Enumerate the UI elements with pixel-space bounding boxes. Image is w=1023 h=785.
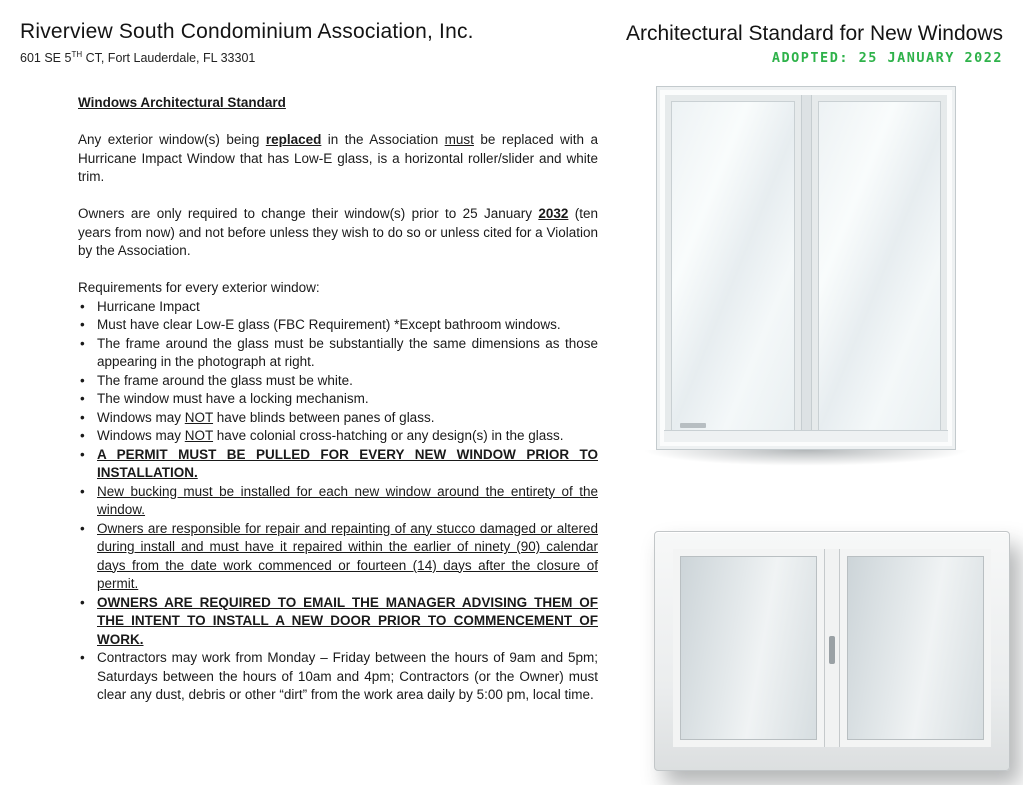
text-segment: NOT	[184, 409, 214, 425]
window-mullion	[801, 95, 812, 441]
section-heading: Windows Architectural Standard	[78, 95, 286, 110]
bullet-marker: •	[80, 317, 85, 332]
requirement-item	[78, 594, 598, 650]
text-segment: must	[444, 132, 474, 147]
text-segment: in the Association	[321, 132, 445, 147]
text-segment: Owners are responsible for repair and repainting of any stucco damaged or altered during install and must have it repaired within the earlier of ninety (90) calendar days from the date work commenced or fourteen (14) days after the closure of permit.	[97, 520, 598, 591]
bullet-marker: •	[80, 409, 85, 425]
bullet-marker: •	[80, 483, 85, 499]
window-glass-pane-right	[840, 549, 991, 747]
requirement-text	[97, 521, 598, 592]
requirement-item	[78, 298, 598, 317]
bullet-marker: •	[80, 446, 85, 462]
text-segment: Hurricane Impact	[97, 298, 200, 314]
requirement-text	[97, 410, 434, 425]
text-segment: Owners are only required to change their window(s) prior to 25 January	[78, 206, 539, 221]
window-drop-shadow	[642, 450, 970, 466]
window-frame	[654, 531, 1010, 771]
requirement-item	[78, 520, 598, 594]
address-ordinal: TH	[71, 50, 83, 59]
window-sill	[664, 430, 948, 442]
address-post: CT, Fort Lauderdale, FL 33301	[82, 51, 256, 66]
text-segment: 2032	[538, 206, 569, 221]
requirement-text	[97, 391, 369, 406]
paragraph-deadline-rule	[78, 205, 598, 261]
text-segment: Must have clear Low-E glass (FBC Requirement) *Except bathroom windows.	[97, 317, 561, 332]
requirement-text	[97, 484, 598, 518]
requirement-item	[78, 409, 598, 428]
paragraph-replacement-rule	[78, 131, 598, 187]
requirement-item	[78, 372, 598, 391]
requirement-text	[97, 447, 598, 481]
bullet-marker: •	[80, 298, 85, 314]
bottom-window-photo	[654, 531, 1010, 771]
text-segment: OWNERS ARE REQUIRED TO EMAIL THE MANAGER ADVISING THEM OF THE INTENT TO INSTALL A NEW DOOR PRIOR TO COMMENCEMENT OF WORK.	[97, 594, 598, 647]
window-glass-pane-left	[673, 549, 824, 747]
body-text-column	[78, 94, 598, 705]
text-segment: New bucking must be installed for each new window around the entirety of the window.	[97, 483, 598, 517]
window-center-rail	[824, 549, 840, 747]
text-segment: have blinds between panes of glass.	[213, 409, 435, 425]
text-segment: (ten years from now) and not before unless they wish to do so or unless cited for a Violation by the Association.	[78, 206, 598, 258]
requirement-text	[97, 373, 353, 388]
bullet-marker: •	[80, 372, 85, 388]
bullet-marker: •	[80, 335, 85, 351]
adopted-date: ADOPTED: 25 JANUARY 2022	[771, 50, 1003, 66]
window-glass-pane-right	[812, 95, 948, 441]
bullet-marker: •	[80, 428, 85, 443]
bullet-marker: •	[80, 391, 85, 406]
text-segment: Windows may	[97, 428, 185, 443]
requirement-text	[97, 336, 598, 370]
requirement-item	[78, 316, 598, 335]
text-segment: NOT	[184, 428, 214, 443]
requirement-text	[97, 428, 563, 443]
requirement-item	[78, 427, 598, 446]
text-segment: The window must have a locking mechanism.	[97, 391, 369, 406]
bullet-marker: •	[80, 520, 85, 536]
text-segment: The frame around the glass must be white.	[97, 372, 353, 388]
requirement-item	[78, 649, 598, 705]
text-segment: Contractors may work from Monday – Friday between the hours of 9am and 5pm; Saturdays between the hours of 10am and 4pm; Contractors (or the Owner) must clear any dust, debris or other “dirt” from the work area daily by 5:00 pm, local time.	[97, 650, 598, 702]
top-window-photo	[656, 86, 956, 450]
text-segment: A PERMIT MUST BE PULLED FOR EVERY NEW WINDOW PRIOR TO INSTALLATION.	[97, 446, 598, 480]
requirement-text	[97, 650, 598, 702]
requirements-list	[78, 298, 598, 705]
text-segment: replaced	[265, 132, 322, 147]
address-pre: 601 SE 5	[20, 51, 72, 66]
bullet-marker: •	[80, 594, 85, 610]
header-address	[20, 50, 255, 65]
requirement-text	[97, 595, 598, 647]
requirement-item	[78, 483, 598, 520]
requirement-item	[78, 446, 598, 483]
window-glass-pane-left	[665, 95, 801, 441]
document-title: Architectural Standard for New Windows	[626, 22, 1003, 45]
text-segment: Windows may	[97, 409, 185, 425]
requirement-text	[97, 299, 200, 314]
header-org-name: Riverview South Condominium Association, Inc.	[20, 20, 474, 43]
text-segment: Any exterior window(s) being	[78, 132, 266, 147]
window-handle	[829, 636, 835, 664]
bullet-marker: •	[80, 650, 85, 665]
window-frame	[656, 86, 956, 450]
requirement-item	[78, 335, 598, 372]
requirements-intro: Requirements for every exterior window:	[78, 280, 320, 295]
requirement-item	[78, 390, 598, 409]
requirement-text	[97, 317, 561, 332]
window-latch	[680, 423, 706, 428]
text-segment: have colonial cross-hatching or any design(s) in the glass.	[213, 428, 564, 443]
text-segment: The frame around the glass must be substantially the same dimensions as those appearing in the photograph at right.	[97, 335, 598, 369]
text-segment: be replaced with a Hurricane Impact Window that has Low-E glass, is a horizontal roller/slider and white trim.	[78, 132, 598, 184]
